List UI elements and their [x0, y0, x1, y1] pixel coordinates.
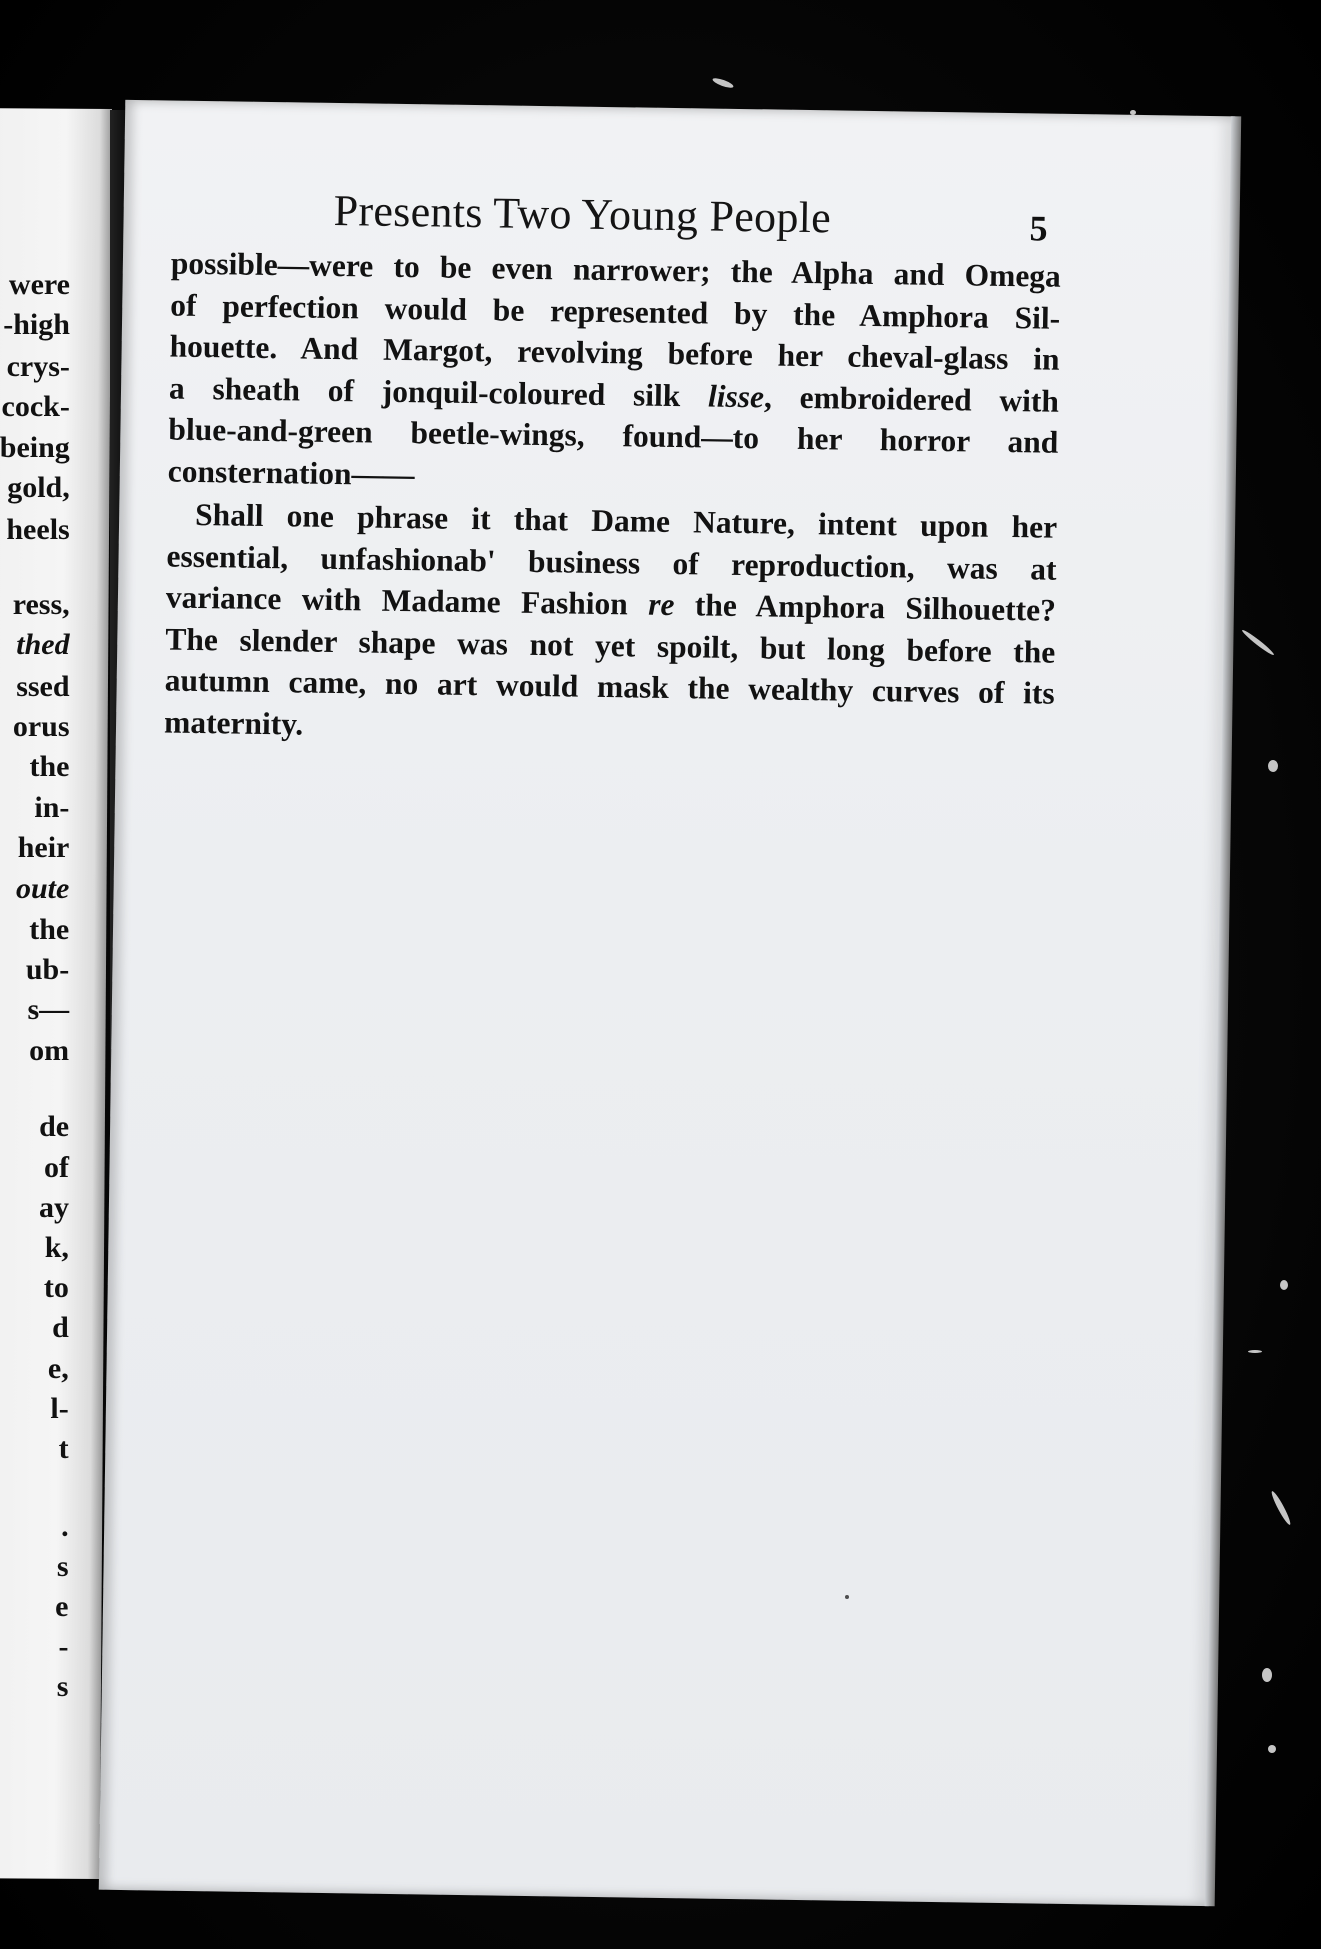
italic-word: re: [647, 586, 675, 623]
text-run: variance with Madame Fashion: [165, 579, 649, 622]
text-run: a sheath of jonquil-coloured silk: [168, 370, 709, 414]
previous-page-line-fragment: s: [56, 1550, 69, 1583]
text-run: the Amphora Silhouette?: [674, 587, 1057, 628]
text-line: possible—were to be even narrower; the Alpha and Omega: [170, 245, 1062, 294]
previous-page-line-fragment: of: [44, 1151, 69, 1184]
running-head: Presents Two Young People: [333, 185, 832, 243]
previous-page-line-fragment: ub-: [25, 953, 70, 986]
previous-page-line-fragment: in-: [34, 791, 70, 824]
text-line: The slender shape was not yet spoilt, but long before the: [165, 621, 1056, 670]
scan-speck: [1268, 760, 1278, 772]
scan-speck: [1280, 1280, 1288, 1290]
previous-page-line-fragment: crys-: [6, 350, 70, 383]
scan-speck: [845, 1595, 849, 1599]
previous-page-line-fragment: ssed: [16, 670, 70, 703]
previous-page-line-fragment: e: [55, 1590, 69, 1623]
text-line: Shall one phrase it that Dame Nature, intent upon her: [194, 496, 1058, 545]
previous-page-line-fragment: s: [56, 1670, 69, 1703]
text-line: autumn came, no art would mask the wealthy curves of its: [164, 662, 1055, 711]
text-line: of perfection would be represented by the Amphora Sil-: [170, 287, 1061, 336]
previous-page-line-fragment: the: [29, 750, 70, 783]
previous-page-line-fragment: cock-: [1, 390, 70, 423]
previous-page-line-fragment: ress,: [12, 588, 70, 621]
scan-speck: [1262, 1668, 1272, 1682]
previous-page-line-fragment: heels: [6, 513, 70, 546]
text-line: maternity.: [163, 704, 304, 742]
previous-page-line-fragment: thed: [16, 628, 70, 661]
previous-page-line-fragment: l-: [50, 1392, 69, 1425]
previous-page-line-fragment: oute: [15, 872, 70, 905]
text-run: , embroidered with: [763, 378, 1060, 419]
previous-page-line-fragment: .: [61, 1510, 69, 1543]
scan-speck: [1130, 110, 1136, 115]
previous-page-line-fragment: d: [52, 1311, 69, 1344]
italic-word: lisse: [707, 378, 765, 414]
previous-page-line-fragment: gold,: [7, 471, 70, 504]
previous-page-line-fragment: heir: [17, 831, 70, 864]
text-line: essential, unfashionab' business of reproduction, was at: [166, 538, 1057, 587]
previous-page-line-fragment: e,: [47, 1352, 69, 1385]
previous-page-line-fragment: were: [8, 268, 70, 301]
previous-page-line-fragment: ay: [38, 1191, 69, 1224]
page-number: 5: [1029, 208, 1048, 249]
previous-page-line-fragment: -high: [3, 308, 70, 341]
previous-page-line-fragment: de: [39, 1110, 70, 1143]
previous-page-line-fragment: the: [29, 913, 70, 946]
previous-page-line-fragment: om: [29, 1034, 70, 1067]
previous-page-line-fragment: being: [0, 431, 70, 464]
text-line: houette. And Margot, revolving before her cheval-glass in: [169, 328, 1060, 377]
previous-page-line-fragment: to: [43, 1271, 69, 1304]
previous-page-line-fragment: s—: [27, 993, 70, 1026]
previous-page-line-fragment: orus: [12, 710, 70, 743]
scan-speck: [1268, 1745, 1276, 1753]
previous-page-line-fragment: t: [58, 1432, 69, 1465]
text-line: blue-and-green beetle-wings, found—to her horror and: [168, 411, 1059, 460]
scan-speck: [1248, 1350, 1262, 1353]
previous-page-line-fragment: k,: [44, 1231, 69, 1264]
previous-page-line-fragment: -: [58, 1630, 69, 1663]
text-line: consternation——: [167, 453, 415, 492]
